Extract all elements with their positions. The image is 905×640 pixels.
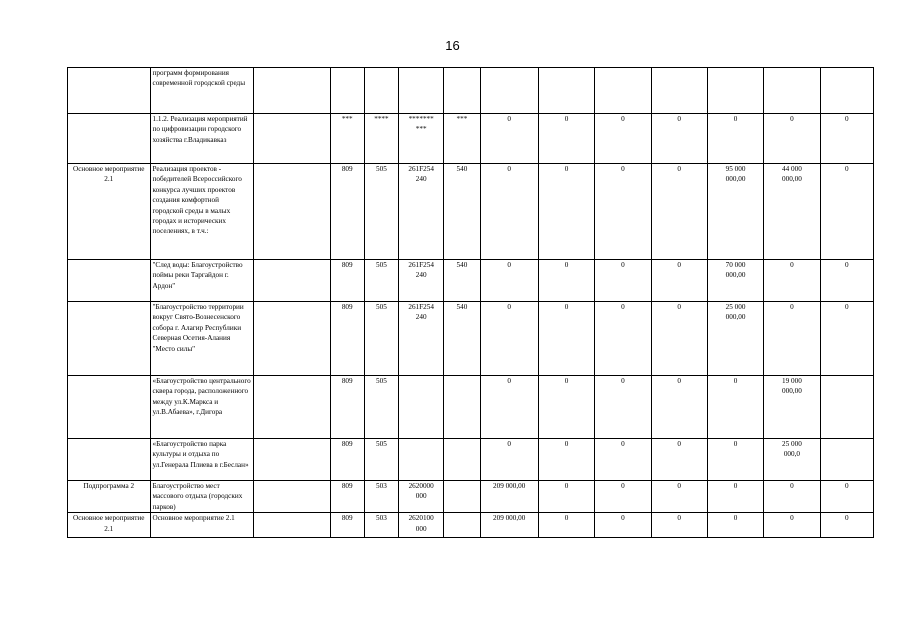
table-cell-col12: 95 000 000,00 [707,164,763,260]
table-cell-col2: 1.1.2. Реализация мероприятий по цифровизации городского хозяйства г.Владикавказ [150,114,254,164]
table-cell-col8 [480,68,538,114]
table-cell-col4: 809 [330,302,364,376]
table-cell-col2: "След воды: Благоустройство поймы реки Таргайдон г. Ардон" [150,260,254,302]
table-row [68,114,874,164]
table-cell-col5: 505 [364,376,398,439]
table-cell-col14: 0 [820,260,873,302]
table-cell-col7: 540 [444,260,480,302]
table-cell-col1: Основное мероприятие 2.1 [68,164,151,260]
table-cell-col4: 809 [330,260,364,302]
table-cell-col6: 261F254 240 [399,164,444,260]
budget-table [67,67,874,538]
table-cell-col11 [651,68,707,114]
table-cell-col9: 0 [538,376,594,439]
table-cell-col10: 0 [595,302,651,376]
table-cell-col13: 0 [764,260,820,302]
table-cell-col5: 505 [364,302,398,376]
table-cell-col11: 0 [651,513,707,538]
table-cell-col9: 0 [538,260,594,302]
table-row [68,481,874,513]
table-cell-col3 [254,513,330,538]
table-cell-col2: "Благоустройство территории вокруг Свято-Вознесенского собора г. Алагир Республики Северная Осетия-Алания "Место силы" [150,302,254,376]
table-cell-col13: 19 000 000,00 [764,376,820,439]
table-cell-col12: 0 [707,439,763,481]
table-cell-col13: 0 [764,114,820,164]
table-cell-col1 [68,302,151,376]
table-cell-col2: Основное мероприятие 2.1 [150,513,254,538]
table-cell-col9: 0 [538,114,594,164]
table-cell-col3 [254,376,330,439]
table-cell-col13 [764,68,820,114]
table-cell-col4: 809 [330,164,364,260]
table-cell-col10: 0 [595,376,651,439]
table-cell-col14: 0 [820,114,873,164]
table-cell-col12: 0 [707,376,763,439]
table-cell-col5: 503 [364,481,398,513]
table-cell-col11: 0 [651,481,707,513]
table-cell-col7: 540 [444,302,480,376]
table-cell-col1 [68,114,151,164]
table-cell-col1 [68,68,151,114]
table-cell-col11: 0 [651,302,707,376]
table-cell-col12: 25 000 000,00 [707,302,763,376]
table-cell-col1 [68,439,151,481]
table-cell-col10: 0 [595,114,651,164]
table-cell-col1: Основное мероприятие 2.1 [68,513,151,538]
table-row [68,439,874,481]
table-cell-col4: 809 [330,513,364,538]
table-cell-col7: 540 [444,164,480,260]
table-cell-col8: 209 000,00 [480,481,538,513]
table-cell-col3 [254,260,330,302]
table-cell-col1: Подпрограмма 2 [68,481,151,513]
table-cell-col8: 0 [480,439,538,481]
table-cell-col9 [538,68,594,114]
table-cell-col3 [254,164,330,260]
table-cell-col6: 261F254 240 [399,260,444,302]
table-cell-col5: 505 [364,164,398,260]
table-cell-col6: 261F254 240 [399,302,444,376]
table-cell-col7 [444,376,480,439]
table-cell-col12: 70 000 000,00 [707,260,763,302]
table-cell-col8: 0 [480,164,538,260]
table-cell-col6: ******* *** [399,114,444,164]
table-cell-col2: «Благоустройство центрального сквера города, расположенного между ул.К.Маркса и ул.В.Абаева», г.Дигора [150,376,254,439]
table-body [68,68,874,538]
table-cell-col11: 0 [651,164,707,260]
table-cell-col10: 0 [595,164,651,260]
table-cell-col7: *** [444,114,480,164]
table-cell-col11: 0 [651,439,707,481]
table-cell-col6 [399,439,444,481]
table-cell-col14: 0 [820,513,873,538]
table-cell-col8: 209 000,00 [480,513,538,538]
table-cell-col11: 0 [651,376,707,439]
table-row [68,260,874,302]
table-cell-col7 [444,68,480,114]
table-row [68,376,874,439]
table-cell-col7 [444,513,480,538]
table-cell-col2: программ формирования современной городской среды [150,68,254,114]
table-cell-col9: 0 [538,164,594,260]
table-cell-col3 [254,439,330,481]
table-cell-col12: 0 [707,114,763,164]
table-cell-col1 [68,376,151,439]
table-cell-col4 [330,68,364,114]
page-number: 16 [445,38,460,53]
table-cell-col12 [707,68,763,114]
table-cell-col9: 0 [538,481,594,513]
table-cell-col4: 809 [330,481,364,513]
table-cell-col3 [254,114,330,164]
table-cell-col14 [820,376,873,439]
table-cell-col9: 0 [538,513,594,538]
table-cell-col10 [595,68,651,114]
table-cell-col6 [399,68,444,114]
table-row [68,513,874,538]
table-cell-col8: 0 [480,302,538,376]
table-cell-col10: 0 [595,439,651,481]
table-cell-col13: 25 000 000,0 [764,439,820,481]
table-cell-col8: 0 [480,376,538,439]
table-cell-col10: 0 [595,260,651,302]
table-cell-col5 [364,68,398,114]
table-cell-col14: 0 [820,302,873,376]
table-cell-col8: 0 [480,260,538,302]
table-cell-col11: 0 [651,114,707,164]
table-cell-col5: 505 [364,439,398,481]
table-cell-col3 [254,302,330,376]
table-cell-col13: 0 [764,302,820,376]
table-cell-col4: 809 [330,439,364,481]
table-cell-col11: 0 [651,260,707,302]
table-cell-col5: 505 [364,260,398,302]
table-cell-col13: 0 [764,481,820,513]
table-cell-col14 [820,439,873,481]
table-cell-col7 [444,439,480,481]
table-cell-col7 [444,481,480,513]
table-cell-col12: 0 [707,513,763,538]
table-cell-col10: 0 [595,481,651,513]
table-cell-col6: 2620100 000 [399,513,444,538]
table-cell-col1 [68,260,151,302]
table-cell-col2: Благоустройство мест массового отдыха (городских парков) [150,481,254,513]
table-cell-col6: 2620000 000 [399,481,444,513]
table-cell-col5: **** [364,114,398,164]
table-cell-col2: «Благоустройство парка культуры и отдыха по ул.Генерала Плиева в г.Беслан» [150,439,254,481]
table-cell-col13: 0 [764,513,820,538]
table-cell-col12: 0 [707,481,763,513]
table-cell-col2: Реализация проектов - победителей Всероссийского конкурса лучших проектов создания комфортной городской среды в малых городах и исторических поселениях, в т.ч.: [150,164,254,260]
table-cell-col3 [254,481,330,513]
table-cell-col3 [254,68,330,114]
table-cell-col4: *** [330,114,364,164]
table-cell-col6 [399,376,444,439]
table-cell-col14: 0 [820,164,873,260]
table-cell-col9: 0 [538,439,594,481]
table-row [68,302,874,376]
table-cell-col10: 0 [595,513,651,538]
table-cell-col14: 0 [820,481,873,513]
table-cell-col9: 0 [538,302,594,376]
table-row [68,68,874,114]
table-cell-col13: 44 000 000,00 [764,164,820,260]
table-cell-col14 [820,68,873,114]
table-row [68,164,874,260]
table-cell-col5: 503 [364,513,398,538]
table-cell-col8: 0 [480,114,538,164]
table-cell-col4: 809 [330,376,364,439]
